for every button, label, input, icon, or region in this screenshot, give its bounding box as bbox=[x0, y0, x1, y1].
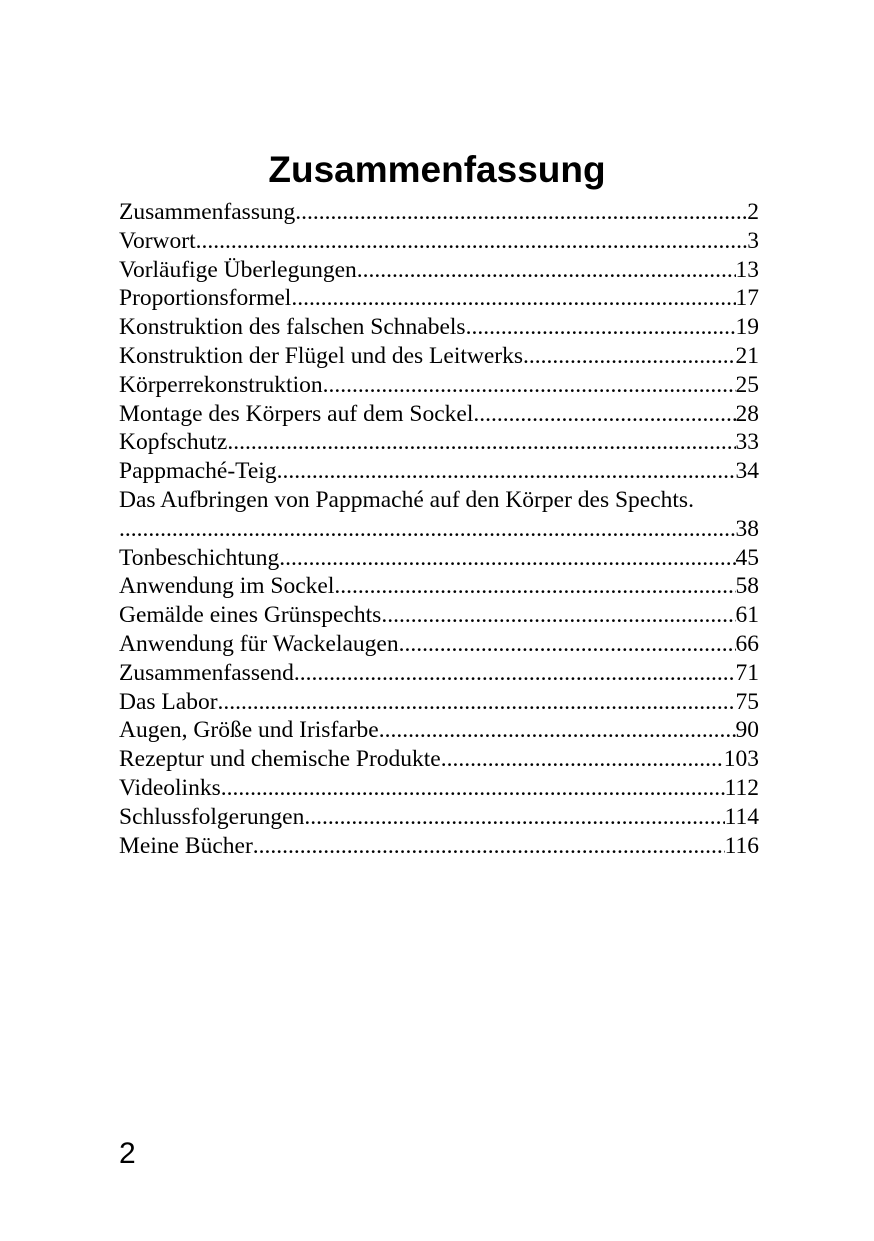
toc-entry[interactable] bbox=[119, 803, 759, 832]
toc-dot-leader bbox=[334, 572, 735, 601]
toc-dot-leader bbox=[221, 774, 725, 803]
toc-entry[interactable] bbox=[119, 284, 759, 313]
toc-entry-title: Anwendung im Sockel bbox=[119, 573, 335, 600]
toc-entry[interactable] bbox=[119, 572, 759, 601]
toc-entry[interactable] bbox=[119, 630, 759, 659]
toc-entry[interactable] bbox=[119, 601, 759, 630]
toc-entry-title: Vorwort bbox=[119, 227, 196, 254]
table-of-contents bbox=[119, 198, 759, 860]
toc-entry[interactable] bbox=[119, 457, 759, 486]
toc-dot-leader bbox=[357, 256, 736, 285]
toc-dot-leader bbox=[323, 371, 736, 400]
toc-entry-title: Videolinks bbox=[119, 774, 221, 801]
toc-dot-leader bbox=[399, 630, 736, 659]
toc-entry-page: 112 bbox=[724, 774, 759, 801]
toc-dot-leader bbox=[227, 428, 735, 457]
toc-entry-title: Augen, Größe und Irisfarbe bbox=[119, 717, 379, 744]
toc-entry-page: 19 bbox=[735, 314, 759, 341]
toc-entry-page: 75 bbox=[735, 688, 759, 715]
toc-entry-page: 45 bbox=[735, 544, 759, 571]
toc-dot-leader bbox=[253, 832, 725, 861]
toc-entry[interactable] bbox=[119, 774, 759, 803]
toc-entry[interactable] bbox=[119, 659, 759, 688]
toc-entry-title: Rezeptur und chemische Produkte bbox=[119, 746, 441, 773]
toc-entry-title: Zusammenfassung bbox=[119, 199, 296, 225]
toc-entry-page: 103 bbox=[723, 746, 759, 773]
toc-dot-leader bbox=[119, 515, 736, 544]
toc-entry[interactable] bbox=[119, 342, 759, 371]
toc-entry-page: 71 bbox=[735, 659, 759, 686]
toc-entry-title: Pappmaché-Teig bbox=[119, 458, 277, 485]
toc-entry-page: 21 bbox=[735, 342, 759, 369]
toc-entry-title: Gemälde eines Grünspechts bbox=[119, 602, 382, 629]
toc-dot-leader bbox=[277, 457, 736, 486]
toc-entry-page: 38 bbox=[735, 515, 759, 542]
toc-entry[interactable] bbox=[119, 198, 759, 227]
toc-entry[interactable] bbox=[119, 313, 759, 342]
toc-entry[interactable] bbox=[119, 544, 759, 573]
toc-entry-title: Tonbeschichtung bbox=[119, 544, 280, 571]
toc-dot-leader bbox=[295, 198, 747, 227]
toc-entry[interactable] bbox=[119, 428, 759, 457]
toc-entry[interactable] bbox=[119, 688, 759, 717]
toc-entry-page: 34 bbox=[735, 458, 759, 485]
toc-entry-title: Konstruktion der Flügel und des Leitwerks. bbox=[119, 342, 529, 369]
toc-dot-leader bbox=[473, 400, 735, 429]
toc-entry-continuation bbox=[119, 515, 759, 544]
toc-entry-title: Das Labor bbox=[119, 688, 218, 715]
toc-entry-title: Kopfschutz bbox=[119, 429, 228, 456]
toc-entry-title: Anwendung für Wackelaugen bbox=[119, 630, 399, 657]
toc-entry-title: Schlussfolgerungen bbox=[119, 803, 305, 830]
toc-dot-leader bbox=[196, 227, 748, 256]
toc-entry-title: Konstruktion des falschen Schnabels bbox=[119, 314, 466, 341]
toc-dot-leader bbox=[279, 544, 735, 573]
toc-dot-leader bbox=[304, 803, 724, 832]
toc-dot-leader bbox=[529, 342, 736, 371]
toc-entry[interactable] bbox=[119, 716, 759, 745]
toc-entry-title: Das Aufbringen von Pappmaché auf den Körper des Spechts. bbox=[119, 486, 694, 513]
toc-entry[interactable] bbox=[119, 256, 759, 285]
toc-entry-title: Körperrekonstruktion bbox=[119, 371, 323, 398]
toc-entry-page: 114 bbox=[724, 803, 759, 830]
toc-entry[interactable] bbox=[119, 745, 759, 774]
toc-entry-title: Vorläufige Überlegungen bbox=[119, 256, 357, 283]
toc-entry-page: 2 bbox=[747, 199, 759, 225]
toc-dot-leader bbox=[218, 688, 736, 717]
toc-entry-title: Zusammenfassend bbox=[119, 659, 294, 686]
toc-entry-page: 90 bbox=[735, 717, 759, 744]
toc-entry-title: Meine Bücher bbox=[119, 832, 253, 859]
toc-entry-page: 116 bbox=[724, 832, 759, 859]
toc-entry[interactable] bbox=[119, 227, 759, 256]
toc-entry-page: 13 bbox=[735, 256, 759, 283]
toc-entry-title: Montage des Körpers auf dem Sockel bbox=[119, 400, 474, 427]
toc-entry[interactable] bbox=[119, 371, 759, 400]
toc-entry[interactable] bbox=[119, 486, 759, 544]
toc-entry-page: 25 bbox=[735, 371, 759, 398]
toc-entry-page: 66 bbox=[735, 630, 759, 657]
toc-entry[interactable] bbox=[119, 400, 759, 429]
toc-dot-leader bbox=[381, 601, 735, 630]
toc-entry-page: 58 bbox=[735, 573, 759, 600]
toc-entry-page: 17 bbox=[735, 285, 759, 312]
toc-dot-leader bbox=[294, 659, 736, 688]
page-title: Zusammenfassung bbox=[268, 149, 606, 190]
toc-entry-page: 28 bbox=[735, 400, 759, 427]
page-number: 2 bbox=[119, 1137, 136, 1170]
toc-entry[interactable] bbox=[119, 832, 759, 861]
toc-entry-title: Proportionsformel bbox=[119, 285, 292, 312]
toc-dot-leader bbox=[291, 284, 735, 313]
toc-dot-leader bbox=[379, 716, 736, 745]
toc-dot-leader bbox=[441, 745, 724, 774]
toc-dot-leader bbox=[466, 313, 736, 342]
toc-entry-page: 33 bbox=[735, 429, 759, 456]
toc-entry-page: 61 bbox=[735, 602, 759, 629]
toc-entry-page: 3 bbox=[747, 227, 759, 254]
